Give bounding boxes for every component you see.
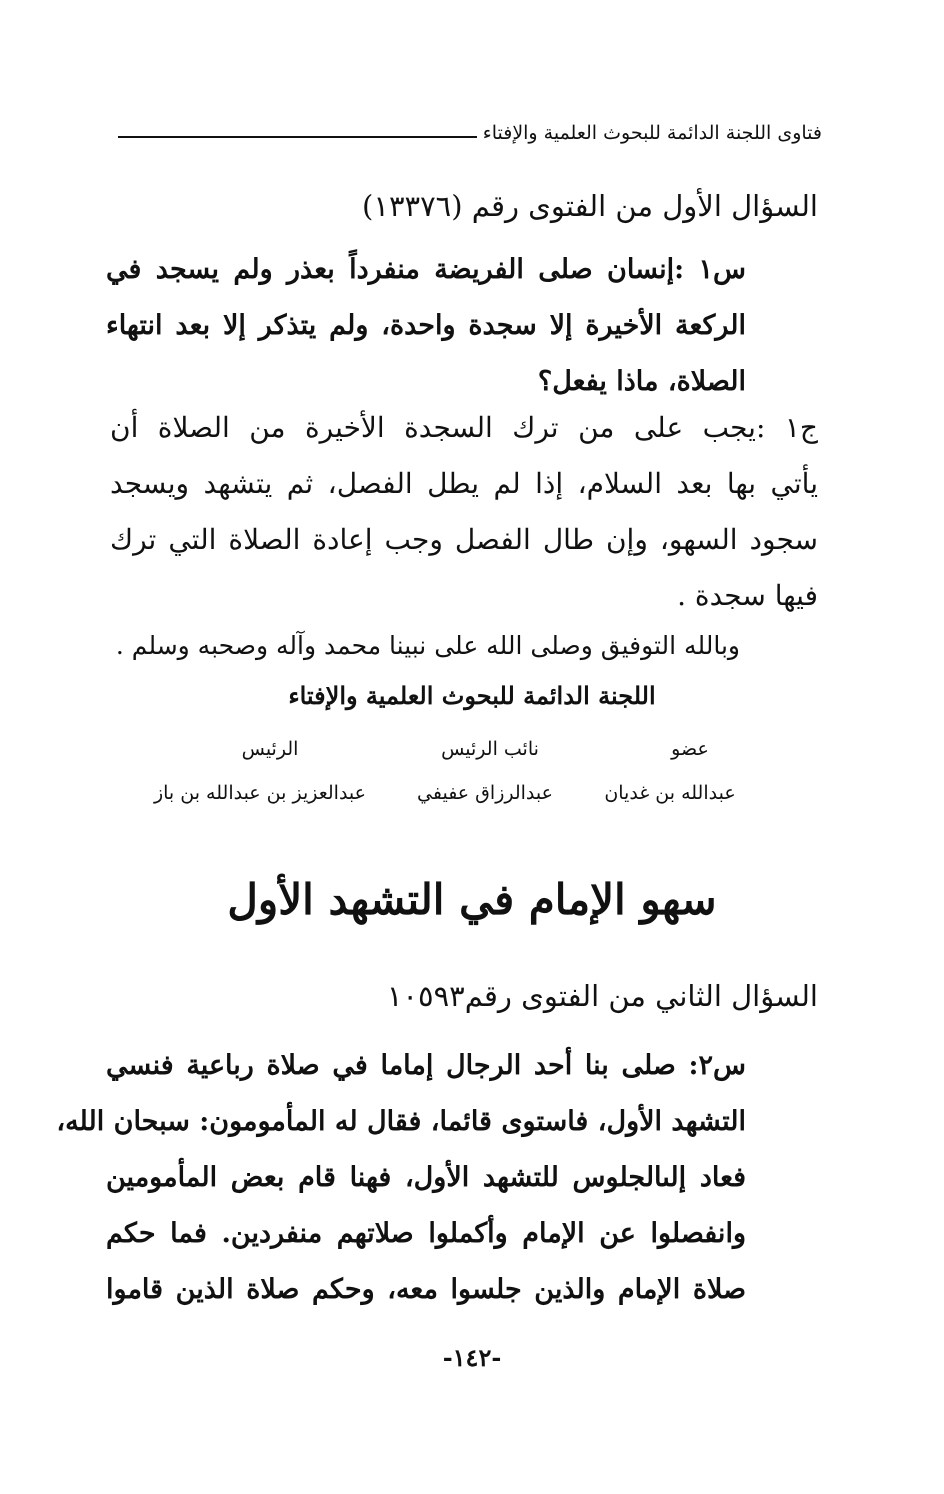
fatwa1-answer [110, 400, 818, 624]
signatory-name: عبدالعزيز بن عبدالله بن باز [153, 782, 367, 804]
question-line: س١ :إنسان صلى الفريضة منفرداً بعذر ولم يسجد في [106, 254, 746, 285]
closing-formula: وبالله التوفيق وصلى الله على نبينا محمد وآله وصحبه وسلم . [115, 631, 740, 660]
running-title: فتاوى اللجنة الدائمة للبحوث العلمية والإفتاء [482, 122, 822, 144]
question-line: س٢: صلى بنا أحد الرجال إماما في صلاة رباعية فنسي [106, 1050, 746, 1081]
signatory-name: عبدالرزاق عفيفي [417, 782, 553, 804]
signatory-role: عضو [671, 738, 709, 760]
fatwa2-question [56, 1038, 746, 1318]
committee-name: اللجنة الدائمة للبحوث العلمية والإفتاء [288, 681, 656, 710]
answer-line: ج١ :يجب على من ترك السجدة الأخيرة من الصلاة أن [110, 411, 818, 444]
section-title: سهو الإمام في التشهد الأول [227, 875, 717, 924]
question-line: وانفصلوا عن الإمام وأكملوا صلاتهم منفردين. فما حكم [106, 1218, 746, 1249]
question-line: التشهد الأول، فاستوى قائما، فقال له المأمومون: سبحان الله، [56, 1106, 746, 1137]
running-header [118, 118, 822, 148]
fatwa1-question [106, 242, 746, 410]
answer-line: يأتي بها بعد السلام، إذا لم يطل الفصل، ثم يتشهد ويسجد [110, 467, 818, 500]
page-number: -١٤٢- [442, 1343, 502, 1372]
question-line: صلاة الإمام والذين جلسوا معه، وحكم صلاة الذين قاموا [106, 1274, 746, 1305]
signatory-role: نائب الرئيس [441, 738, 539, 760]
question-line: الصلاة، ماذا يفعل؟ [537, 366, 746, 397]
answer-line: فيها سجدة . [677, 579, 818, 612]
question-line: الركعة الأخيرة إلا سجدة واحدة، ولم يتذكر إلا بعد انتهاء [106, 310, 746, 341]
signatory-role: الرئيس [241, 738, 299, 760]
answer-line: سجود السهو، وإن طال الفصل وجب إعادة الصلاة التي ترك [110, 523, 818, 556]
fatwa1-title: السؤال الأول من الفتوى رقم (١٣٣٧٦) [362, 189, 818, 223]
fatwa2-title: السؤال الثاني من الفتوى رقم١٠٥٩٣ [386, 979, 818, 1013]
header-rule [118, 136, 477, 138]
question-line: فعاد إلىالجلوس للتشهد الأول، فهنا قام بعض المأمومين [106, 1162, 746, 1193]
signatory-name: عبدالله بن غديان [604, 782, 736, 804]
